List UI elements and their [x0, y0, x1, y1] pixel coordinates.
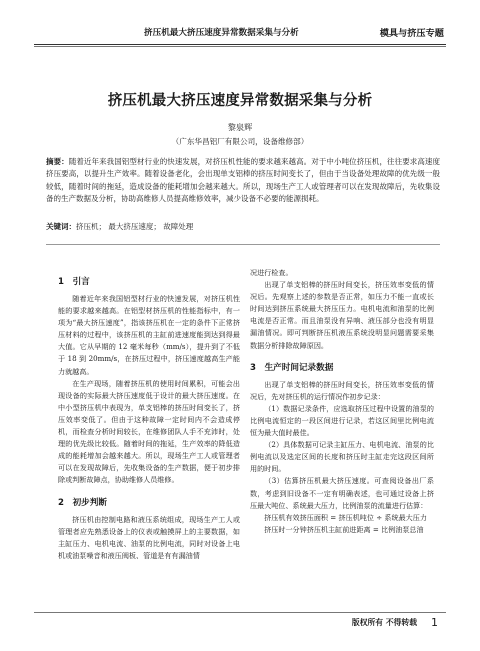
formula-line: 挤压机有效挤压面积 = 挤压机吨位 ÷ 系统最大压力 — [264, 512, 427, 522]
header-rule-thin — [34, 46, 446, 47]
keywords-label: 关键词： — [46, 222, 76, 231]
paragraph: 挤压机由控制电路和液压系统组成，现场生产工人或管理者应先熟悉设备上的仪表或触摸屏上的主要数据，如主缸压力、电机电流、油泵的比例电流，同时对设备上电机或油泵噪音和液压阀板、管道是有有漏油情 — [58, 514, 240, 560]
formula-line: 挤压时一分钟挤压机主缸前进距离 = 比例油泵总油 — [264, 524, 424, 534]
paragraph: 出现了单支铝棒的挤压时间变长，挤压效率变低的情况后，先对挤压机的运行情况作初步记录： — [250, 379, 434, 401]
abstract-separator — [46, 244, 440, 245]
footer-rule — [34, 612, 446, 613]
section-heading: 3 生产时间记录数据 — [250, 362, 334, 373]
paragraph: （1）数据记录条件，应选取挤压过程中设置的油泵的比例电流恒定的一段区间进行记录，若这区间里比例电流恒为最大值时最佳。 — [250, 403, 434, 438]
section-label: 模具与挤压专题 — [379, 28, 444, 39]
author: 黎泉辉 — [227, 122, 253, 132]
section-heading: 2 初步判断 — [58, 497, 107, 508]
keywords-text: 挤压机； 最大挤压速度； 故障处理 — [76, 222, 194, 231]
abstract — [46, 156, 440, 205]
header-rule — [34, 44, 446, 45]
running-title: 挤压机最大挤压速度异常数据采集与分析 — [144, 28, 299, 38]
abstract-text: 随着近年来我国铝型材行业的快速发展，对挤压机性能的要求越来越高。对于中小吨位挤压机，往往要求高速度挤压要高，以提升生产效率。随着设备老化，会出现单支铝棒的挤压时间变长了，但由于当设备处理故障的优先级一般较低，随着时间的拖延，造成设备的能耗增加会越来越大。所以，现场生产工人或管理者可以在发现故障后，先收集设备的生产数据及分析，协助高维修人员提高维修效率，减少设备不必要的能源损耗。 — [46, 157, 441, 203]
body-column-left — [58, 266, 240, 562]
section-heading: 1 引言 — [58, 277, 90, 287]
abstract-label: 摘要： — [46, 157, 69, 166]
paragraph: 在生产现场，随着挤压机的使用时间累积，可能会出现设备的实际最大挤压速度低于设计的最大挤压速度。在中小型挤压机中表现为，单支铝棒的挤压时间变长了，挤压效率变低了。但由于这种故障一定时间内不会造成停机，而检查分析时间较长，在维修团队人手不充沛时，处理的优先级比较低。随着时间的拖延，生产效率的降低造成的能耗增加会越来越大。所以，现场生产工人或管理者可以在发现故障后，先收集设备的生产数据，便于初步排除或判断故障点，协助维修人员维修。 — [58, 378, 240, 485]
paragraph: 出现了单支铝棒的挤压时间变长，挤压效率变低的情况后。先观察上述的参数是否正常，如压力不能一直或长时间达到挤压系统最大挤压压力。电机电流和油泵的比例电流是否正常。而且油泵没有异响、液压部分也没有明显漏油情况。即可判断挤压机液压系统没明显问题需要采集数据分析排除故障原因。 — [250, 280, 434, 350]
page-number: 1 — [431, 616, 438, 629]
paragraph: （3）估算挤压机最大挤压速度。可查阅设备出厂系数，考虑到旧设备不一定有明确表述，也可通过设备上挤压最大吨位、系统最大压力，比例油泵的流量进行估算： — [250, 476, 434, 510]
paragraph: 随着近年来我国铝型材行业的快速发展，对挤压机性能的要求越来越高。在铝型材挤压机的性能指标中，有一项为“最大挤压速度”，指该挤压机在一定的条件下正常挤压材料的过程中，该挤压机的主缸前进速度能到达到得最大值。它从早期的 12 毫米每秒（mm/s），提升到了不低于 18 到 20mm/s，在挤压过程中，挤压速度越高生产能力就越高。 — [58, 294, 240, 376]
copyright-notice: 版权所有 不得转载 — [351, 618, 417, 627]
body-column-right — [250, 267, 434, 536]
affiliation: （广东华昌铝厂有限公司，设备维修部） — [171, 137, 309, 146]
keywords — [46, 221, 440, 233]
article-title: 挤压机最大挤压速度异常数据采集与分析 — [107, 93, 373, 109]
page-footer — [352, 616, 438, 629]
paragraph: （2）具体数据可记录主缸压力、电机电流、油泵的比例电流以及选定区间的长度和挤压时主缸走完这段区间所用的时间。 — [250, 440, 434, 474]
paragraph: 况进行检查。 — [250, 268, 293, 277]
running-header — [34, 22, 446, 42]
